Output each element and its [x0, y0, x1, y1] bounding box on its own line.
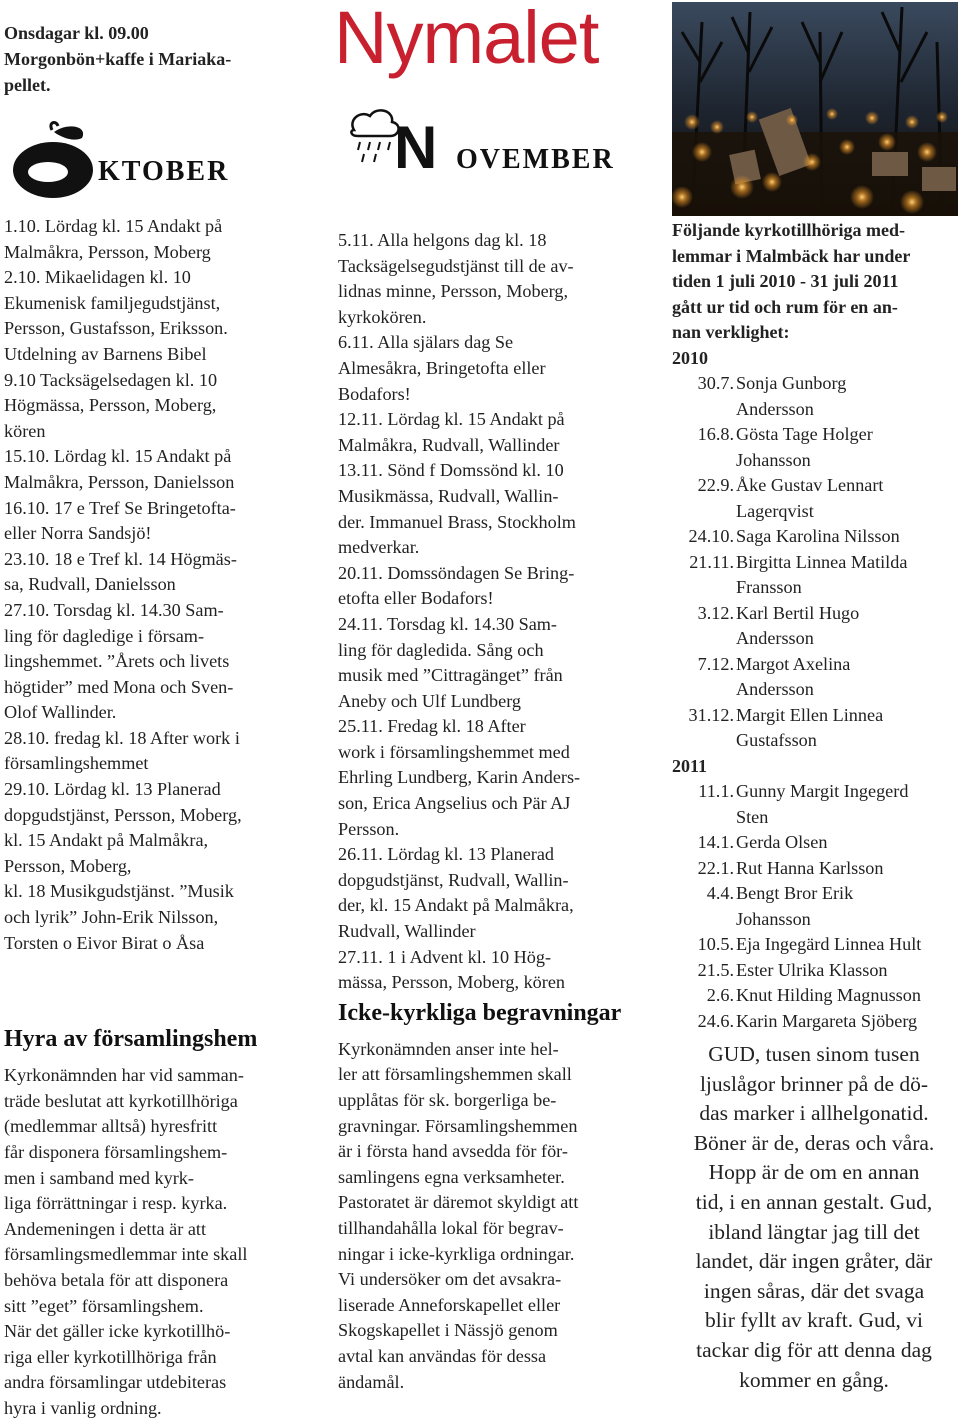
cemetery-candles-photo: [672, 2, 958, 216]
intro-line: Onsdagar kl. 09.00: [4, 23, 149, 43]
paragraph-line: är i första hand avsedda för för-: [338, 1141, 568, 1162]
event-line: lingshemmet. ”Årets och livets: [4, 651, 230, 672]
event-line: 24.11. Torsdag kl. 14.30 Sam-: [338, 613, 557, 634]
icke-kyrkliga-text: [338, 1037, 630, 1395]
paragraph-line: tillhandahålla lokal för begrav-: [338, 1217, 564, 1238]
event-line: 26.11. Lördag kl. 13 Planerad: [338, 844, 555, 865]
event-line: 12.11. Lördag kl. 15 Andakt på: [338, 409, 565, 430]
deceased-name: Karin Margareta Sjöberg: [736, 1010, 918, 1031]
death-date: 24.6.: [697, 1010, 734, 1031]
october-header: [4, 120, 294, 204]
event-line: 20.11. Domssöndagen Se Bring-: [338, 562, 575, 583]
event-line: församlingshemmet: [4, 753, 149, 774]
event-item: [4, 547, 294, 598]
deceased-name: Margit Ellen Linnea: [736, 704, 884, 725]
deceased-row: [672, 422, 956, 448]
deceased-list-2011: [672, 779, 956, 1034]
event-line: kl. 18 Musikgudstjänst. ”Musik: [4, 881, 234, 902]
paragraph-line: andra församlingar utdebiteras: [4, 1372, 227, 1393]
event-line: Malmåkra, Rudvall, Wallinder: [338, 434, 560, 455]
deceased-row: [672, 652, 956, 678]
deceased-name: Karl Bertil Hugo: [736, 602, 860, 623]
memorial-poem: [672, 1040, 956, 1395]
death-date: 24.10.: [688, 526, 734, 546]
paragraph-line: behöva betala för att disponera: [4, 1269, 229, 1290]
poem-line: blir fyllt av kraft. Gud, vi: [705, 1308, 923, 1333]
deceased-name: Åke Gustav Lennart: [736, 475, 884, 495]
event-item: [338, 945, 630, 996]
event-line: Malmåkra, Persson, Danielsson: [4, 471, 235, 492]
event-line: medverkar.: [338, 537, 420, 558]
deceased-row: [672, 448, 956, 474]
event-line: dopgudstjänst, Persson, Moberg,: [4, 804, 242, 825]
paragraph-line: sitt ”eget” församlingshem.: [4, 1295, 204, 1316]
event-line: Olof Wallinder.: [4, 702, 117, 723]
event-line: Aneby och Ulf Lundberg: [338, 690, 522, 711]
event-line: Persson, Moberg,: [4, 855, 132, 876]
event-item: [4, 777, 294, 956]
death-date: 10.5.: [697, 934, 734, 954]
event-line: der. Immanuel Brass, Stockholm: [338, 511, 576, 532]
poem-line: das marker i allhelgonatid.: [699, 1101, 929, 1126]
event-item: [4, 214, 294, 265]
event-line: sa, Rudvall, Danielsson: [4, 574, 176, 595]
event-line: kyrkokören.: [338, 306, 427, 327]
october-heading: KTOBER: [98, 156, 230, 187]
death-date: [672, 397, 734, 423]
event-line: Högmässa, Persson, Moberg,: [4, 395, 217, 416]
death-date: 22.1.: [697, 857, 734, 878]
death-date: 21.11.: [689, 551, 734, 572]
deceased-row: [672, 397, 956, 423]
deceased-row: [672, 677, 956, 703]
deceased-row: [672, 907, 956, 933]
event-line: 9.10 Tacksägelsedagen kl. 10: [4, 369, 218, 390]
event-line: dopgudstjänst, Rudvall, Wallin-: [338, 869, 569, 890]
hyra-text: [4, 1063, 294, 1421]
memorial-intro: [672, 218, 956, 346]
deceased-row: [672, 1009, 956, 1035]
death-date: 16.8.: [697, 424, 734, 444]
deceased-name: Johansson: [736, 908, 811, 929]
event-item: [4, 444, 294, 495]
event-line: Utdelning av Barnens Bibel: [4, 343, 207, 364]
event-line: 28.10. fredag kl. 18 After work i: [4, 727, 240, 748]
event-line: Ehrling Lundberg, Karin Anders-: [338, 767, 581, 788]
intro-line: Morgonbön+kaffe i Mariaka-: [4, 49, 232, 69]
deceased-row: [672, 499, 956, 525]
event-line: 13.11. Sönd f Domssönd kl. 10: [338, 460, 564, 481]
deceased-row: [672, 371, 956, 397]
death-date: 7.12.: [697, 653, 734, 674]
deceased-name: Gösta Tage Holger: [736, 424, 873, 444]
paragraph-line: upplåtas för sk. borgerliga be-: [338, 1090, 557, 1110]
paragraph-line: Skogskapellet i Nässjö genom: [338, 1320, 558, 1341]
deceased-list-2010: [672, 371, 956, 754]
paragraph-line: församlingsmedlemmar inte skall: [4, 1244, 248, 1265]
deceased-name: Gerda Olsen: [736, 832, 828, 852]
event-item: [4, 598, 294, 726]
deceased-row: [672, 728, 956, 754]
deceased-row: [672, 575, 956, 601]
deceased-row: [672, 932, 956, 958]
event-line: work i församlingshemmet med: [338, 741, 570, 762]
event-item: [4, 726, 294, 777]
event-line: Malmåkra, Persson, Moberg: [4, 241, 211, 262]
icke-kyrkliga-heading: Icke-kyrkliga begravningar: [338, 999, 622, 1026]
poem-line: tid, i en annan gestalt. Gud,: [695, 1189, 933, 1214]
event-item: [338, 714, 630, 842]
paragraph-line: riga eller kyrkotillhöriga från: [4, 1346, 217, 1367]
death-date: 22.9.: [697, 475, 734, 495]
paragraph-line: Pastoratet är däremot skyldigt att: [338, 1192, 579, 1213]
death-date: 14.1.: [697, 832, 734, 852]
event-line: musik med ”Cittragänget” från: [338, 665, 563, 686]
intro-line: tiden 1 juli 2010 - 31 juli 2011: [672, 271, 899, 291]
event-line: högtider” med Mona och Sven-: [4, 676, 234, 697]
paragraph-line: ändamål.: [338, 1371, 405, 1392]
event-item: [338, 561, 630, 612]
poem-line: tackar dig för att denna dag: [696, 1337, 932, 1362]
event-line: 16.10. 17 e Tref Se Bringetofta-: [4, 497, 236, 518]
death-date: [672, 805, 734, 831]
event-item: [338, 407, 630, 458]
death-date: [672, 677, 734, 703]
column-november: [338, 100, 630, 1395]
october-events: [4, 214, 294, 956]
deceased-name: Andersson: [736, 398, 814, 419]
deceased-name: Gunny Margit Ingegerd: [736, 781, 909, 801]
year-2010: 2010: [672, 347, 708, 368]
event-line: 1.10. Lördag kl. 15 Andakt på: [4, 216, 223, 236]
event-line: Musikmässa, Rudvall, Wallin-: [338, 485, 559, 506]
intro-line: pellet.: [4, 75, 51, 95]
deceased-name: Ester Ulrika Klasson: [736, 959, 888, 980]
deceased-name: Knut Hilding Magnusson: [736, 985, 921, 1005]
event-item: [4, 265, 294, 367]
event-line: kl. 15 Andakt på Malmåkra,: [4, 830, 209, 851]
intro-line: Följande kyrkotillhöriga med-: [672, 220, 905, 240]
paragraph-line: ningar i icke-kyrkliga ordningar.: [338, 1243, 575, 1264]
paragraph-line: träde beslutat att kyrkotillhöriga: [4, 1090, 238, 1111]
event-line: Torsten o Eivor Birat o Åsa: [4, 932, 205, 953]
deceased-name: Margot Axelina: [736, 653, 851, 674]
event-line: Tacksägelsegudstjänst till de av-: [338, 255, 574, 276]
event-line: 15.10. Lördag kl. 15 Andakt på: [4, 446, 232, 467]
death-date: 31.12.: [688, 704, 734, 725]
event-item: [4, 496, 294, 547]
event-line: lidnas minne, Persson, Moberg,: [338, 281, 569, 302]
event-line: kören: [4, 420, 46, 441]
intro-line: nan verklighet:: [672, 322, 790, 342]
event-line: Persson.: [338, 818, 400, 839]
paragraph-line: avtal kan användas för dessa: [338, 1345, 547, 1366]
paragraph-line: gravningar. Församlingshemmen: [338, 1115, 578, 1136]
deceased-name: Johansson: [736, 449, 811, 470]
event-line: 27.11. 1 i Advent kl. 10 Hög-: [338, 946, 552, 967]
event-line: Rudvall, Wallinder: [338, 921, 476, 942]
weekly-prayer-notice: [4, 20, 294, 98]
event-line: son, Erica Angselius och Pär AJ: [338, 793, 571, 814]
deceased-row: [672, 830, 956, 856]
deceased-row: [672, 779, 956, 805]
deceased-row: [672, 881, 956, 907]
deceased-name: Gustafsson: [736, 730, 817, 750]
death-date: 4.4.: [706, 883, 734, 903]
event-item: [338, 228, 630, 330]
paragraph-line: Kyrkonämnden anser inte hel-: [338, 1038, 559, 1059]
column-october: [4, 0, 294, 1422]
deceased-name: Fransson: [736, 577, 802, 597]
event-line: ling för dagledige i försam-: [4, 625, 205, 646]
poem-line: GUD, tusen sinom tusen: [708, 1042, 920, 1066]
event-item: [4, 368, 294, 445]
paragraph-line: Kyrkonämnden har vid samman-: [4, 1065, 244, 1086]
intro-line: gått ur tid och rum för en an-: [672, 296, 898, 317]
event-line: ling för dagledida. Sång och: [338, 639, 544, 660]
paragraph-line: liga förrättningar i resp. kyrka.: [4, 1193, 228, 1214]
death-date: 21.5.: [697, 959, 734, 980]
paragraph-line: liserade Anneforskapellet eller: [338, 1294, 561, 1315]
november-initial: N: [394, 114, 438, 181]
deceased-row: [672, 626, 956, 652]
apple-icon: [8, 120, 98, 200]
deceased-row: [672, 550, 956, 576]
poem-line: kommer en gång.: [739, 1367, 889, 1392]
event-item: [338, 612, 630, 714]
paragraph-line: När det gäller icke kyrkotillhö-: [4, 1321, 231, 1342]
november-header: [338, 100, 630, 184]
paragraph-line: hyra i vanlig ordning.: [4, 1397, 162, 1418]
event-line: Persson, Gustafsson, Eriksson.: [4, 318, 228, 339]
deceased-row: [672, 983, 956, 1009]
paragraph-line: Vi undersöker om det avsakra-: [338, 1269, 562, 1290]
deceased-name: Andersson: [736, 628, 814, 648]
paragraph-line: ler att församlingshemmen skall: [338, 1064, 572, 1085]
deceased-name: Birgitta Linnea Matilda: [736, 551, 908, 572]
event-item: [338, 330, 630, 407]
deceased-name: Rut Hanna Karlsson: [736, 857, 884, 878]
deceased-name: Lagerqvist: [736, 500, 814, 521]
event-line: 6.11. Alla själars dag Se: [338, 332, 514, 353]
event-line: eller Norra Sandsjö!: [4, 523, 152, 544]
poem-line: Hopp är de om en annan: [708, 1160, 920, 1185]
deceased-row: [672, 805, 956, 831]
death-date: 3.12.: [697, 602, 734, 623]
deceased-name: Sten: [736, 806, 769, 827]
event-line: och lyrik” John-Erik Nilsson,: [4, 907, 219, 928]
poem-line: ibland längtar jag till det: [708, 1219, 920, 1244]
poem-line: Böner är de, deras och våra.: [693, 1130, 935, 1155]
event-line: etofta eller Bodafors!: [338, 588, 494, 609]
hyra-heading: Hyra av församlingshem: [4, 1026, 258, 1053]
event-line: Almesåkra, Bringetofta eller: [338, 357, 546, 378]
event-line: Bodafors!: [338, 383, 411, 404]
event-line: 27.10. Torsdag kl. 14.30 Sam-: [4, 599, 224, 620]
deceased-name: Andersson: [736, 679, 814, 699]
event-line: 29.10. Lördag kl. 13 Planerad: [4, 779, 221, 800]
deceased-name: Sonja Gunborg: [736, 373, 847, 393]
deceased-row: [672, 856, 956, 882]
event-line: mässa, Persson, Moberg, kören: [338, 972, 565, 993]
deceased-row: [672, 524, 956, 550]
deceased-row: [672, 601, 956, 627]
event-line: der, kl. 15 Andakt på Malmåkra,: [338, 895, 574, 916]
intro-line: lemmar i Malmbäck har under: [672, 245, 911, 266]
event-item: [338, 458, 630, 560]
deceased-name: Bengt Bror Erik: [736, 883, 854, 903]
paragraph-line: Andemeningen i detta är att: [4, 1218, 207, 1239]
death-date: [672, 448, 734, 474]
november-heading: OVEMBER: [456, 144, 615, 175]
deceased-name: Saga Karolina Nilsson: [736, 526, 900, 546]
deceased-row: [672, 958, 956, 984]
event-line: 25.11. Fredag kl. 18 After: [338, 716, 526, 737]
death-date: 30.7.: [697, 373, 734, 393]
paragraph-line: samlingens egna verksamheter.: [338, 1166, 565, 1187]
deceased-row: [672, 473, 956, 499]
event-line: Ekumenisk familjegudstjänst,: [4, 292, 221, 313]
paragraph-line: men i samband med kyrk-: [4, 1167, 194, 1188]
death-date: [672, 626, 734, 652]
death-date: [672, 728, 734, 754]
deceased-row: [672, 703, 956, 729]
death-date: 2.6.: [706, 985, 734, 1005]
poem-line: landet, där ingen gråter, där: [695, 1249, 933, 1274]
paragraph-line: får disponera församlingshem-: [4, 1142, 228, 1162]
poem-line: ingen såras, där det svaga: [703, 1278, 925, 1303]
event-item: [338, 842, 630, 944]
year-2011: 2011: [672, 755, 708, 776]
death-date: 11.1.: [698, 781, 734, 801]
paragraph-line: (medlemmar alltså) hyresfritt: [4, 1116, 218, 1137]
column-memorial: [672, 216, 956, 1395]
death-date: [672, 575, 734, 601]
event-line: 23.10. 18 e Tref kl. 14 Högmäs-: [4, 548, 237, 569]
poem-line: ljuslågor brinner på de dö-: [699, 1071, 929, 1096]
event-line: 5.11. Alla helgons dag kl. 18: [338, 230, 547, 250]
death-date: [672, 907, 734, 933]
death-date: [672, 499, 734, 525]
event-line: 2.10. Mikaelidagen kl. 10: [4, 267, 191, 288]
masthead-title: Nymalet: [334, 0, 599, 79]
november-events: [338, 228, 630, 996]
deceased-name: Eja Ingegärd Linnea Hult: [736, 934, 922, 954]
